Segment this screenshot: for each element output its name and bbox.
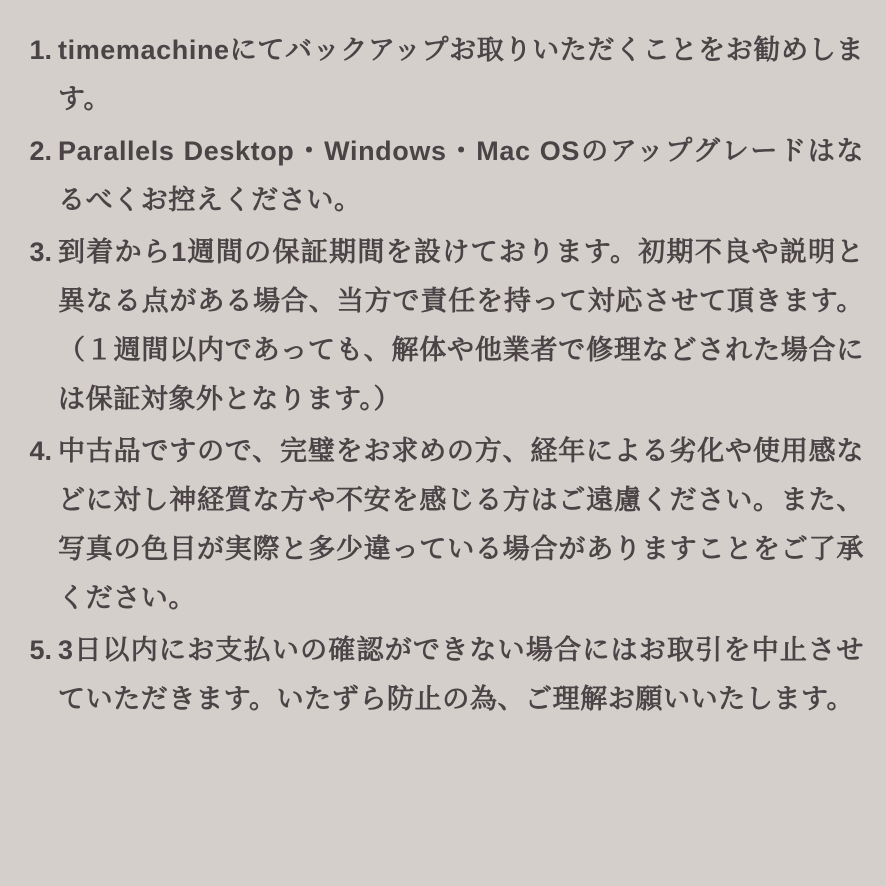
notice-list (14, 26, 864, 724)
notice-item-text: 到着から1週間の保証期間を設けております。初期不良や説明と異なる点がある場合、当方で責任を持って対応させて頂きます。（１週間以内であっても、解体や他業者で修理などされた場合には保証対象外となります。） (58, 237, 864, 414)
list-item (14, 127, 864, 225)
list-item (14, 26, 864, 124)
notice-item-text: 3日以内にお支払いの確認ができない場合にはお取引を中止させていただきます。いたずら防止の為、ご理解お願いいたします。 (58, 635, 864, 714)
list-item (14, 228, 864, 424)
notice-item-text: timemachineにてバックアップお取りいただくことをお勧めします。 (58, 35, 864, 114)
notice-item-text: Parallels Desktop・Windows・Mac OSのアップグレードはなるべくお控えください。 (58, 136, 864, 215)
list-item (14, 626, 864, 724)
notice-item-text: 中古品ですので、完璧をお求めの方、経年による劣化や使用感などに対し神経質な方や不安を感じる方はご遠慮ください。また、写真の色目が実際と多少違っている場合がありますことをご了承ください。 (58, 436, 864, 613)
list-item (14, 427, 864, 623)
